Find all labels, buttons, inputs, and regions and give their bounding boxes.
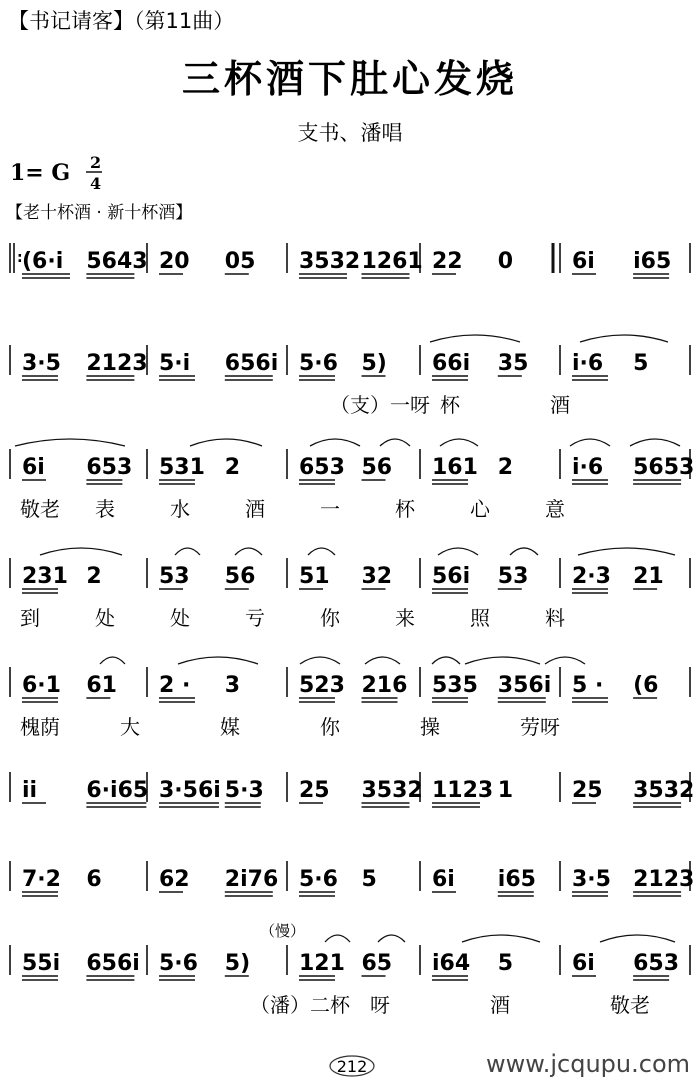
lyric-text: 亏 bbox=[245, 606, 265, 630]
slur bbox=[175, 548, 200, 555]
note-group: 523 bbox=[299, 673, 345, 698]
note-group: 61 bbox=[86, 673, 118, 698]
note-group: 5·i bbox=[159, 351, 191, 376]
slur bbox=[600, 935, 675, 942]
slur bbox=[432, 657, 460, 664]
note-group: 531 bbox=[159, 455, 205, 480]
slur bbox=[178, 657, 258, 664]
performers: 支书、潘唱 bbox=[297, 121, 403, 145]
lyric-text: 处 bbox=[170, 606, 190, 630]
lyric-text: 媒 bbox=[220, 715, 240, 739]
note-group: 3·5 bbox=[22, 351, 61, 376]
lyric-text: 槐荫 bbox=[20, 715, 60, 739]
slur bbox=[510, 548, 538, 555]
slur bbox=[40, 548, 122, 555]
note-group: 121 bbox=[299, 951, 345, 976]
lyric-text: 酒 bbox=[245, 497, 265, 521]
note-group: 2·3 bbox=[572, 564, 611, 589]
note-group: 0 bbox=[497, 249, 514, 274]
note-group: 51 bbox=[299, 564, 330, 589]
note-group: 5643 bbox=[86, 249, 148, 274]
slur bbox=[190, 439, 262, 446]
note-group: ii bbox=[22, 778, 38, 803]
note-group: 2 bbox=[224, 455, 241, 480]
note-group: 55i bbox=[22, 951, 61, 976]
note-group: 5 bbox=[361, 867, 377, 892]
note-group: 1 bbox=[497, 778, 514, 803]
slur bbox=[325, 935, 350, 942]
note-group: 21 bbox=[633, 564, 664, 589]
repeat-dots: : bbox=[17, 250, 23, 266]
note-group: 2 bbox=[86, 564, 102, 589]
lyric-text: 酒 bbox=[490, 993, 510, 1017]
slur bbox=[100, 657, 125, 664]
note-group: 5 · bbox=[572, 673, 604, 698]
lyric-text: 你 bbox=[320, 606, 340, 630]
slur bbox=[580, 335, 668, 342]
note-group: 5) bbox=[224, 951, 251, 976]
note-group: 2 bbox=[497, 455, 514, 480]
note-group: 653 bbox=[299, 455, 345, 480]
slur bbox=[235, 548, 262, 555]
note-group: 2i76 bbox=[224, 867, 279, 892]
note-group: i65 bbox=[633, 249, 672, 274]
lyric-text: 杯 bbox=[440, 393, 460, 417]
tempo-mark: （慢） bbox=[260, 922, 306, 940]
note-group: 6i bbox=[22, 455, 45, 480]
note-group: 656i bbox=[86, 951, 140, 976]
lyric-text: 敬老 bbox=[20, 497, 60, 521]
slur bbox=[308, 548, 335, 555]
lyric-text: 酒 bbox=[550, 393, 570, 417]
note-group: 1261 bbox=[361, 249, 423, 274]
note-group: 5·6 bbox=[299, 867, 338, 892]
note-group: 20 bbox=[159, 249, 190, 274]
slur bbox=[380, 439, 410, 446]
note-group: 7·2 bbox=[22, 867, 61, 892]
lyric-text: 杯 bbox=[395, 497, 415, 521]
note-group: 3·56i bbox=[159, 778, 221, 803]
note-group: 6·i65 bbox=[86, 778, 149, 803]
lyric-text: 心 bbox=[470, 497, 490, 521]
note-group: 231 bbox=[22, 564, 68, 589]
note-group: 25 bbox=[572, 778, 603, 803]
slur bbox=[310, 439, 360, 446]
lyric-text: 呀 bbox=[370, 993, 390, 1017]
lyric-text: 料 bbox=[545, 606, 565, 630]
note-group: 56 bbox=[361, 455, 393, 480]
slur bbox=[545, 657, 585, 664]
time-signature-top: 2 bbox=[90, 153, 102, 172]
note-group: 1123 bbox=[432, 778, 494, 803]
song-tag: 【书记请客】（第11曲） bbox=[8, 9, 235, 33]
note-group: 6i bbox=[572, 951, 595, 976]
note-group: 653 bbox=[86, 455, 133, 480]
note-group: 2 · bbox=[159, 673, 191, 698]
lyric-text: 大 bbox=[120, 715, 140, 739]
note-group: i·6 bbox=[572, 455, 604, 480]
note-group: 2123 bbox=[633, 867, 695, 892]
lyric-text: 敬老 bbox=[610, 993, 650, 1017]
lyric-text: 表 bbox=[95, 497, 115, 521]
slur bbox=[440, 439, 478, 446]
note-group: 5 bbox=[497, 951, 514, 976]
slur bbox=[365, 657, 400, 664]
note-group: 66i bbox=[432, 351, 471, 376]
lyric-text: 处 bbox=[95, 606, 115, 630]
lyric-text: 意 bbox=[545, 497, 565, 521]
key-signature: 1= G bbox=[10, 160, 71, 186]
note-group: (6·i bbox=[22, 249, 64, 274]
note-group: 32 bbox=[361, 564, 393, 589]
note-group: 656i bbox=[224, 351, 279, 376]
note-group: 161 bbox=[432, 455, 478, 480]
slur bbox=[462, 935, 540, 942]
slur bbox=[438, 548, 478, 555]
note-group: 65 bbox=[361, 951, 393, 976]
song-title: 三杯酒下肚心发烧 bbox=[181, 56, 519, 101]
lyric-text: （支）一呀 bbox=[330, 393, 430, 417]
lyric-text: 一 bbox=[320, 497, 340, 521]
note-group: 5) bbox=[361, 351, 387, 376]
note-group: 35 bbox=[497, 351, 529, 376]
page-number: 212 bbox=[336, 1057, 368, 1076]
slur bbox=[630, 439, 680, 446]
note-group: 5 bbox=[633, 351, 649, 376]
note-group: 5·6 bbox=[299, 351, 338, 376]
note-group: 3 bbox=[224, 673, 241, 698]
lyric-text: 来 bbox=[395, 606, 415, 630]
note-group: 22 bbox=[432, 249, 463, 274]
tune-name: 【老十杯酒 · 新十杯酒】 bbox=[6, 203, 193, 223]
note-group: 653 bbox=[633, 951, 680, 976]
time-signature-bottom: 4 bbox=[90, 174, 102, 193]
note-group: i65 bbox=[497, 867, 536, 892]
lyric-text: 你 bbox=[320, 715, 340, 739]
note-group: 3532 bbox=[633, 778, 695, 803]
note-group: 535 bbox=[432, 673, 478, 698]
slur bbox=[15, 439, 125, 446]
note-group: 3·5 bbox=[572, 867, 611, 892]
note-group: (6 bbox=[633, 673, 659, 698]
note-group: i64 bbox=[432, 951, 471, 976]
note-group: 3532 bbox=[299, 249, 361, 274]
lyric-text: 照 bbox=[470, 606, 490, 630]
slur bbox=[430, 335, 520, 342]
note-group: 6i bbox=[572, 249, 595, 274]
note-group: 6·1 bbox=[22, 673, 61, 698]
note-group: 5·6 bbox=[159, 951, 198, 976]
slur bbox=[570, 439, 610, 446]
note-group: 05 bbox=[224, 249, 256, 274]
note-group: 3532 bbox=[361, 778, 423, 803]
slur bbox=[378, 935, 405, 942]
slur bbox=[300, 657, 340, 664]
slur bbox=[578, 548, 675, 555]
note-group: 56 bbox=[224, 564, 256, 589]
watermark: www.jcqupu.com bbox=[486, 1050, 690, 1078]
note-group: 62 bbox=[159, 867, 190, 892]
note-group: 53 bbox=[159, 564, 190, 589]
note-group: 6 bbox=[86, 867, 102, 892]
note-group: 2123 bbox=[86, 351, 148, 376]
lyric-text: 水 bbox=[170, 497, 190, 521]
note-group: 53 bbox=[497, 564, 529, 589]
note-group: 6i bbox=[432, 867, 455, 892]
note-group: 56i bbox=[432, 564, 471, 589]
note-group: 25 bbox=[299, 778, 330, 803]
slur bbox=[465, 657, 540, 664]
lyric-text: 劳呀 bbox=[520, 715, 560, 739]
note-group: 216 bbox=[361, 673, 408, 698]
note-group: i·6 bbox=[572, 351, 604, 376]
lyric-text: （潘）二杯 bbox=[250, 993, 350, 1017]
note-group: 356i bbox=[497, 673, 552, 698]
note-group: 5·3 bbox=[224, 778, 264, 803]
lyric-text: 操 bbox=[420, 715, 440, 739]
lyric-text: 到 bbox=[20, 606, 40, 630]
note-group: 5653 bbox=[633, 455, 695, 480]
